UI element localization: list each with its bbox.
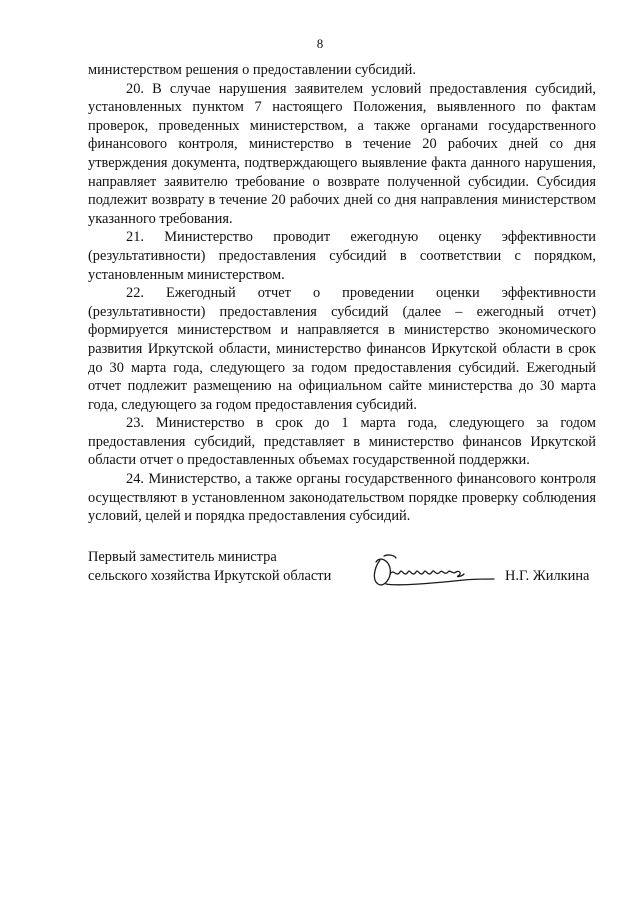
paragraph-20: 20. В случае нарушения заявителем условий предоставления субсидий, установленных пунктом 7 настоящего Положения, выявленного по фактам проверок, проведенных министерством, а также органами государственного финансового контроля, министерство в течение 20 рабочих дней со дня утверждения документа, подтверждающего выявление факта данного нарушения, направляет заявителю требование о возврате полученной субсидии. Субсидия подлежит возврату в течение 20 рабочих дней со дня направления министерством указанного требования.: [88, 80, 596, 227]
paragraph-23: 23. Министерство в срок до 1 марта года, следующего за годом предоставления субсидий, представляет в министерство финансов Иркутской области отчет о предоставленных объемах государственной поддержки.: [88, 415, 596, 469]
signatory-title-line-2: сельского хозяйства Иркутской области: [88, 568, 332, 584]
handwritten-signature-icon: [366, 550, 496, 594]
document-body: [88, 61, 596, 526]
signatory-title-line-1: Первый заместитель министра: [88, 549, 277, 565]
page-number: 8: [316, 36, 324, 51]
paragraph-24: 24. Министерство, а также органы государственного финансового контроля осуществляют в установленном законодательством порядке проверку соблюдения условий, целей и порядка предоставления субсидий.: [88, 471, 596, 525]
paragraph-21: 21. Министерство проводит ежегодную оценку эффективности (результативности) предоставления субсидий в соответствии с порядком, установленным министерством.: [88, 229, 596, 283]
paragraph-22: 22. Ежегодный отчет о проведении оценки эффективности (результативности) предоставления субсидий (далее – ежегодный отчет) формируется министерством и направляется в министерство экономического развития Иркутской области, министерство финансов Иркутской области в срок до 30 марта года, следующего за годом предоставления субсидий. Ежегодный отчет подлежит размещению на официальном сайте министерства до 30 марта года, следующего за годом предоставления субсидий.: [88, 285, 596, 413]
signatory-name: Н.Г. Жилкина: [505, 568, 590, 584]
signatory-title: [88, 548, 331, 586]
paragraph-continuation: министерством решения о предоставлении субсидий.: [88, 62, 416, 78]
